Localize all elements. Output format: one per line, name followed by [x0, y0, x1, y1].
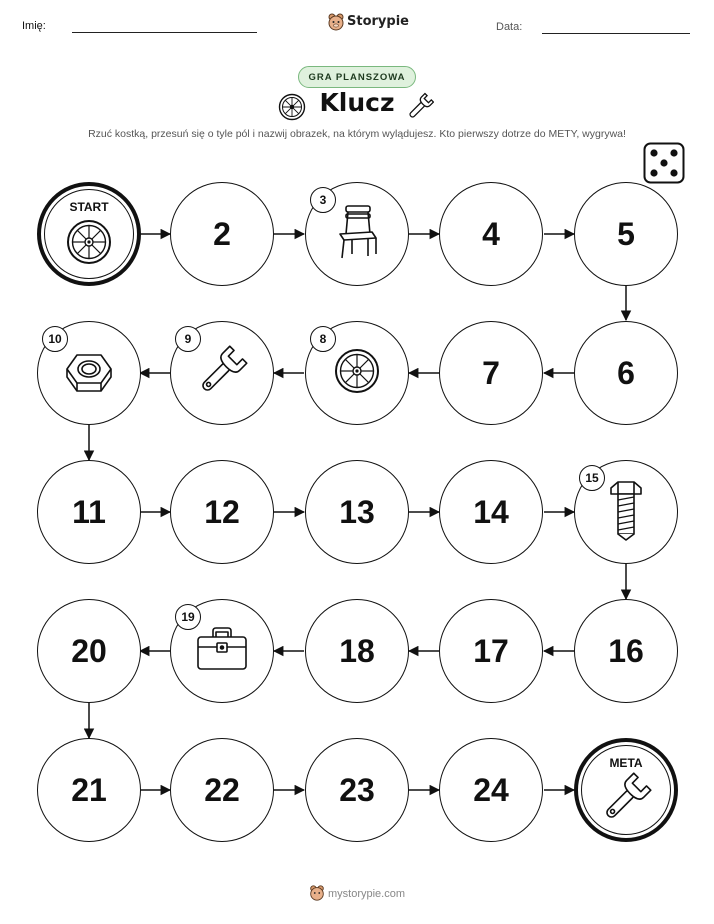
wheel-icon [66, 219, 112, 270]
board-cell-21 [37, 738, 141, 842]
cell-number: 13 [339, 493, 375, 530]
cell-number: 4 [482, 215, 500, 252]
chair-icon [332, 204, 382, 265]
cell-number-badge: 10 [42, 326, 68, 352]
board-cell-20 [37, 599, 141, 703]
instructions: Rzuć kostką, przesuń się o tyle pól i nazwij obrazek, na którym wylądujesz. Kto pierwszy dotrze do METY, wygrywa! [88, 128, 626, 140]
cell-number: 20 [71, 632, 107, 669]
cell-number-badge: 9 [175, 326, 201, 352]
board-cell-14 [439, 460, 543, 564]
board-cell-11 [37, 460, 141, 564]
cell-number-badge: 8 [310, 326, 336, 352]
wrench-icon [195, 344, 249, 403]
cell-number: 6 [617, 354, 635, 391]
board-cell-5 [574, 182, 678, 286]
board-cell-7 [439, 321, 543, 425]
board-cell-23 [305, 738, 409, 842]
board-cell-8 [305, 321, 409, 425]
cell-number-badge: 15 [579, 465, 605, 491]
page-title: Klucz [319, 88, 395, 117]
board-cell-16 [574, 599, 678, 703]
bolt-icon [606, 478, 646, 547]
cell-number: 21 [71, 771, 107, 808]
name-label: Imię: [22, 20, 46, 32]
storypie-footer-logo-icon [308, 884, 326, 902]
cell-number: 12 [204, 493, 240, 530]
board-cell-12 [170, 460, 274, 564]
brand-name: Storypie [347, 14, 409, 29]
toolbox-icon [193, 625, 251, 678]
nut-icon [61, 347, 117, 400]
finish-cell [574, 738, 678, 842]
wrench-icon [599, 771, 653, 830]
cell-number: 18 [339, 632, 375, 669]
board-cell-2 [170, 182, 274, 286]
game-type-badge: GRA PLANSZOWA [298, 66, 416, 88]
board-cell-22 [170, 738, 274, 842]
finish-label: META [609, 756, 643, 770]
cell-number: 23 [339, 771, 375, 808]
cell-number-badge: 3 [310, 187, 336, 213]
board-cell-6 [574, 321, 678, 425]
date-label: Data: [496, 21, 523, 33]
cell-number: 17 [473, 632, 509, 669]
cell-number: 11 [72, 493, 106, 530]
wheel-icon [334, 348, 380, 399]
board-cell-9 [170, 321, 274, 425]
cell-number: 22 [204, 771, 240, 808]
footer-url[interactable]: mystorypie.com [328, 888, 406, 900]
cell-number: 14 [473, 493, 509, 530]
board-cell-24 [439, 738, 543, 842]
cell-number-badge: 19 [175, 604, 201, 630]
cell-number: 7 [482, 354, 500, 391]
board-cell-10 [37, 321, 141, 425]
board-cell-13 [305, 460, 409, 564]
board-cell-3 [305, 182, 409, 286]
start-label: START [69, 200, 109, 214]
board-cell-19 [170, 599, 274, 703]
board-cell-15 [574, 460, 678, 564]
cell-number: 16 [608, 632, 644, 669]
start-cell [37, 182, 141, 286]
board-cell-17 [439, 599, 543, 703]
cell-number: 2 [213, 215, 231, 252]
cell-number: 24 [473, 771, 509, 808]
board-cell-4 [439, 182, 543, 286]
cell-number: 5 [617, 215, 635, 252]
board-cell-18 [305, 599, 409, 703]
